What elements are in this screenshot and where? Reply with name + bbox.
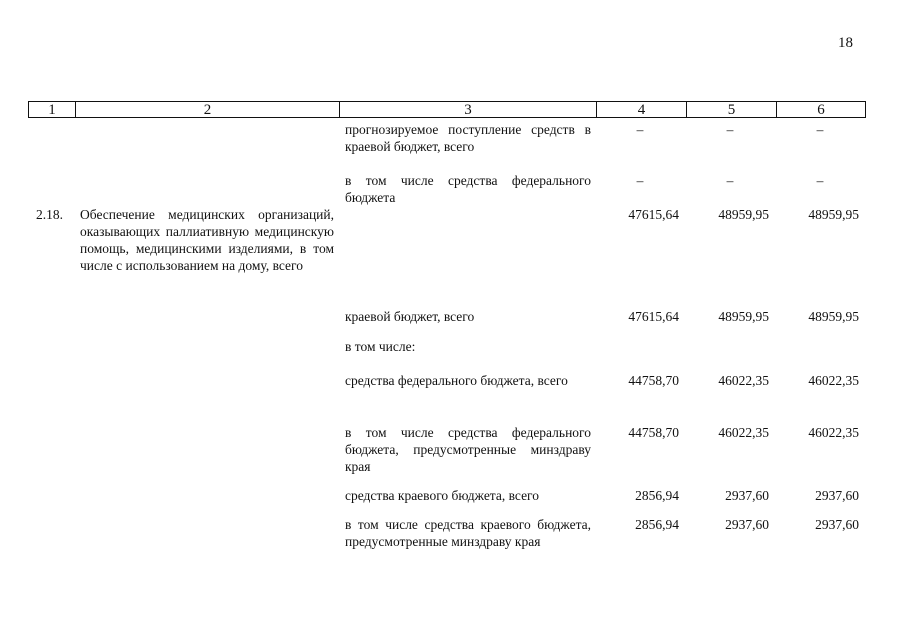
row-krai-col6: 2937,60 (815, 488, 859, 503)
header-col-2: 2 (75, 101, 340, 118)
row-krai-minzdrav-col5: 2937,60 (725, 517, 769, 532)
row-forecast-federal-col4: – (636, 173, 644, 188)
header-col-3: 3 (339, 101, 597, 118)
row-krai-col4: 2856,94 (635, 488, 679, 503)
row-forecast-federal-text: в том числе средства федерального бюджета (345, 173, 591, 205)
row-federal-text: средства федерального бюджета, всего (345, 373, 568, 388)
row-regional-col5: 48959,95 (718, 309, 769, 324)
row-federal-minzdrav-text: в том числе средства федерального бюджета, предусмотренные минздраву края (345, 425, 591, 474)
row-regional-col4: 47615,64 (628, 309, 679, 324)
row-krai-minzdrav-text: в том числе средства краевого бюджета, предусмотренные минздраву края (345, 517, 591, 549)
header-col-4: 4 (596, 101, 687, 118)
row-krai-minzdrav-col6: 2937,60 (815, 517, 859, 532)
row-krai-col5: 2937,60 (725, 488, 769, 503)
row-krai-text: средства краевого бюджета, всего (345, 488, 540, 503)
header-col-5: 5 (686, 101, 777, 118)
row-forecast-federal-col6: – (816, 173, 824, 188)
row-forecast-col6: – (816, 122, 824, 137)
row-federal-minzdrav-col4: 44758,70 (628, 425, 679, 440)
row-federal-minzdrav-col6: 46022,35 (808, 425, 859, 440)
header-col-1: 1 (28, 101, 76, 118)
row-federal-col4: 44758,70 (628, 373, 679, 388)
row-regional-col6: 48959,95 (808, 309, 859, 324)
row-including-text: в том числе: (345, 339, 416, 354)
row-regional-text: краевой бюджет, всего (345, 309, 475, 324)
row-federal-col6: 46022,35 (808, 373, 859, 388)
row-federal-col5: 46022,35 (718, 373, 769, 388)
row-forecast-federal-col5: – (726, 173, 734, 188)
row-federal-minzdrav-col5: 46022,35 (718, 425, 769, 440)
page-number: 18 (838, 35, 853, 51)
item-title: Обеспечение медицинских организаций, оказывающих паллиативную медицинскую помощь, медицинскими изделиями, в том числе с использованием на дому, всего (80, 207, 334, 273)
item-number: 2.18. (36, 207, 63, 222)
header-col-6: 6 (776, 101, 866, 118)
item-col4: 47615,64 (628, 207, 679, 222)
item-col6: 48959,95 (808, 207, 859, 222)
row-forecast-text: прогнозируемое поступление средств в краевой бюджет, всего (345, 122, 591, 154)
item-col5: 48959,95 (718, 207, 769, 222)
row-krai-minzdrav-col4: 2856,94 (635, 517, 679, 532)
row-forecast-col4: – (636, 122, 644, 137)
row-forecast-col5: – (726, 122, 734, 137)
